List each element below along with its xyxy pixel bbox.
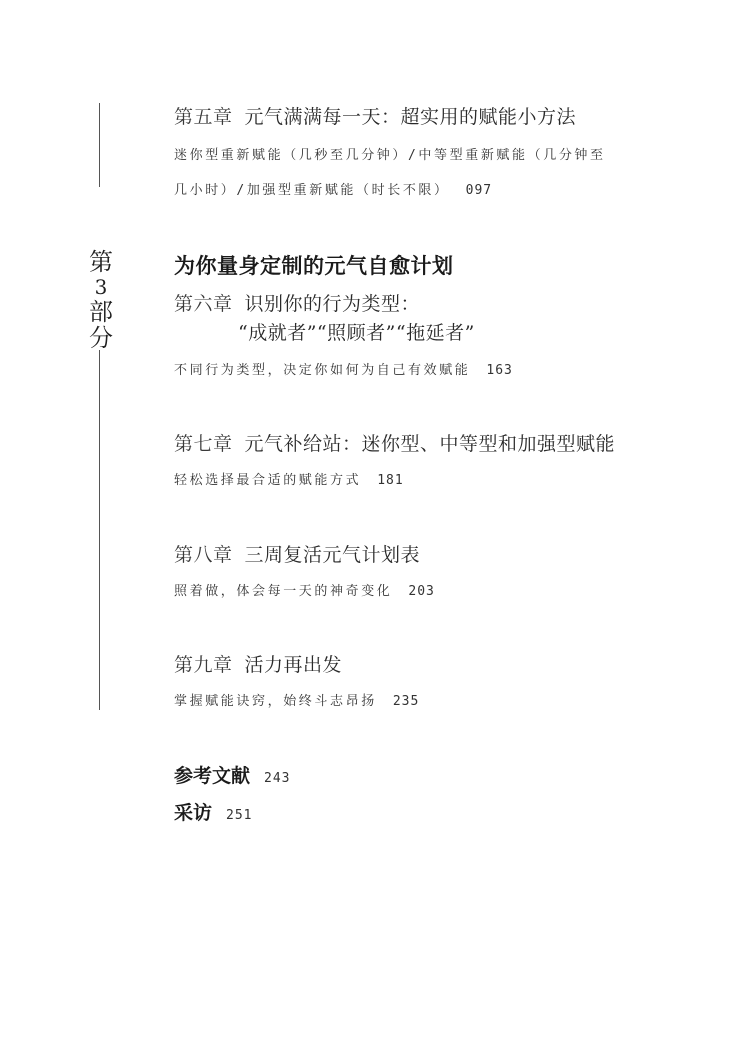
chapter6-number: 第六章 [174, 293, 233, 315]
chapter5-heading[interactable] [174, 102, 576, 129]
part-label-char: 第 [89, 248, 113, 276]
chapter7-title: 元气补给站：迷你型、中等型和加强型赋能 [244, 433, 616, 455]
chapter5-desc-line2-row [174, 179, 492, 198]
vertical-rule-bottom [99, 350, 100, 710]
chapter6-page-number: 163 [486, 363, 513, 378]
chapter9-title: 活力再出发 [244, 654, 343, 676]
chapter8-title: 三周复活元气计划表 [244, 544, 421, 566]
chapter5-title: 元气满满每一天：超实用的赋能小方法 [244, 106, 577, 128]
chapter6-subtitle: “成就者”“照顾者”“拖延者” [238, 322, 475, 344]
chapter7-page-number: 181 [377, 473, 404, 488]
chapter5-desc-line2: 几小时）/加强型重新赋能（时长不限） [174, 183, 450, 198]
chapter6-heading[interactable] [174, 289, 420, 316]
chapter6-desc: 不同行为类型，决定你如何为自己有效赋能 [174, 363, 471, 378]
references-page-number: 243 [264, 771, 291, 786]
chapter9-desc: 掌握赋能诀窍，始终斗志昂扬 [174, 694, 377, 709]
part-label-number: 3 [94, 275, 108, 299]
chapter9-page-number: 235 [392, 694, 420, 709]
references-entry[interactable] [174, 761, 291, 788]
chapter8-desc: 照着做，体会每一天的神奇变化 [174, 584, 393, 599]
part-label-char: 分 [89, 324, 113, 352]
references-title: 参考文献 [174, 765, 251, 787]
chapter7-heading[interactable] [174, 429, 615, 456]
chapter5-number: 第五章 [174, 106, 233, 128]
chapter7-desc-row [174, 469, 404, 488]
interviews-entry[interactable] [174, 798, 253, 825]
interviews-page-number: 251 [226, 808, 253, 823]
chapter9-heading[interactable] [174, 650, 342, 677]
chapter8-desc-row [174, 580, 435, 599]
chapter9-number: 第九章 [174, 654, 233, 676]
chapter7-number: 第七章 [174, 433, 233, 455]
chapter6-desc-row [174, 359, 513, 378]
chapter8-page-number: 203 [408, 584, 435, 599]
chapter6-title: 识别你的行为类型： [244, 293, 421, 315]
chapter8-heading[interactable] [174, 540, 420, 567]
part-label-char: 部 [89, 298, 113, 326]
chapter5-desc-line1: 迷你型重新赋能（几秒至几分钟）/中等型重新赋能（几分钟至 [174, 148, 606, 163]
part-title[interactable]: 为你量身定制的元气自愈计划 [174, 253, 454, 278]
part-label [88, 250, 114, 352]
chapter9-desc-row [174, 690, 419, 709]
chapter7-desc: 轻松选择最合适的赋能方式 [174, 473, 362, 488]
vertical-rule-top [99, 103, 100, 187]
chapter5-page-number: 097 [465, 183, 493, 198]
interviews-title: 采访 [174, 802, 213, 824]
chapter8-number: 第八章 [174, 544, 233, 566]
